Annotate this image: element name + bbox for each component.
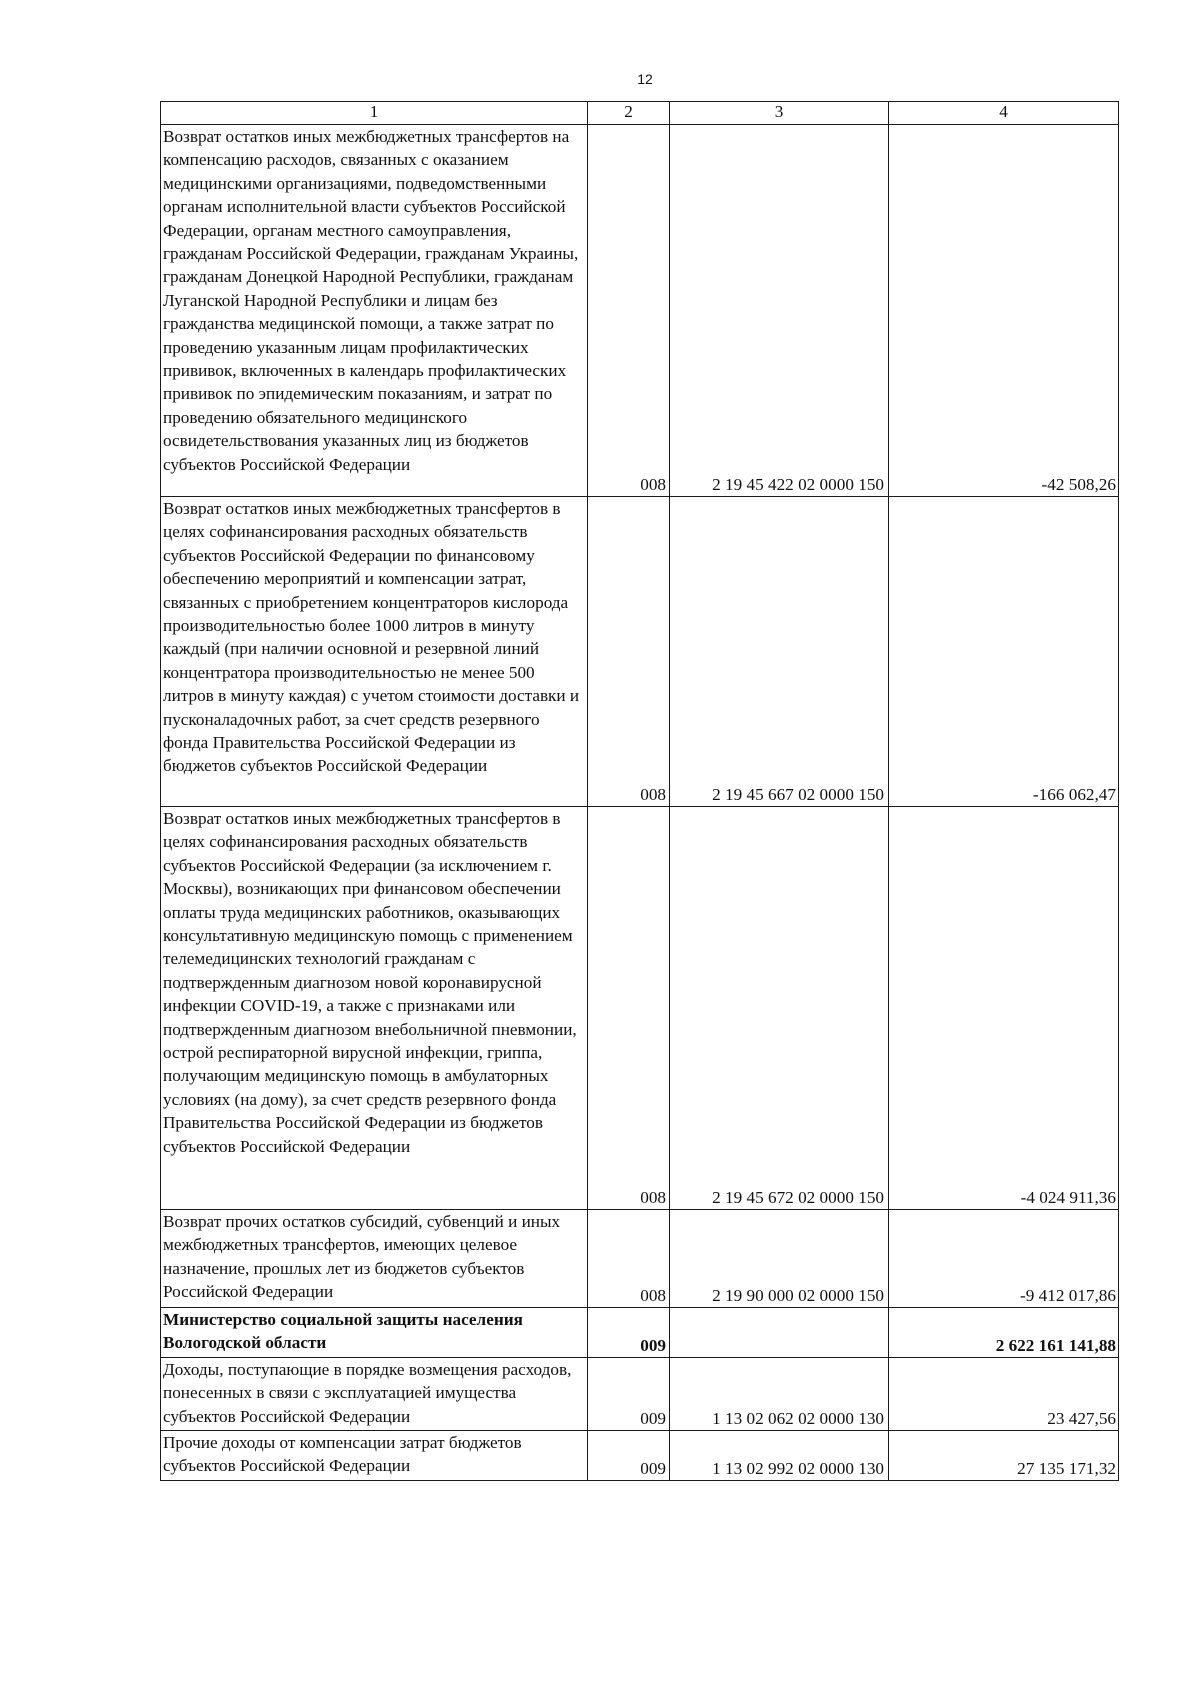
row-admin-code: 008	[588, 1210, 670, 1308]
row-amount: -4 024 911,36	[889, 807, 1119, 1210]
row-description: Министерство социальной защиты населения Вологодской области	[161, 1308, 588, 1358]
row-budget-code	[670, 1308, 889, 1358]
row-amount: -9 412 017,86	[889, 1210, 1119, 1308]
row-budget-code: 2 19 45 422 02 0000 150	[670, 125, 889, 497]
table-header-row	[161, 102, 1119, 125]
row-admin-code: 008	[588, 497, 670, 807]
table-row	[161, 1358, 1119, 1431]
row-description: Возврат остатков иных межбюджетных трансфертов в целях софинансирования расходных обязательств субъектов Российской Федерации по финансовому обеспечению мероприятий и компенсации затрат, связанных с приобретением концентраторов кислорода производительностью более 1000 литров в минуту каждый (при наличии основной и резервной линий концентратора производительностью не менее 500 литров в минуту каждая) с учетом стоимости доставки и пусконаладочных работ, за счет средств резервного фонда Правительства Российской Федерации из бюджетов субъектов Российской Федерации	[161, 497, 588, 807]
row-description: Возврат остатков иных межбюджетных трансфертов на компенсацию расходов, связанных с оказанием медицинскими организациями, подведомственными органам исполнительной власти субъектов Российской Федерации, органам местного самоуправления, гражданам Российской Федерации, гражданам Украины, гражданам Донецкой Народной Республики, гражданам Луганской Народной Республики и лицам без гражданства медицинской помощи, а также затрат по проведению указанным лицам профилактических прививок, включенных в календарь профилактических прививок по эпидемическим показаниям, и затрат по проведению обязательного медицинского освидетельствования указанных лиц из бюджетов субъектов Российской Федерации	[161, 125, 588, 497]
row-budget-code: 2 19 90 000 02 0000 150	[670, 1210, 889, 1308]
row-amount: 27 135 171,32	[889, 1431, 1119, 1481]
table-row	[161, 807, 1119, 1210]
page-number: 12	[637, 71, 653, 87]
row-amount: -42 508,26	[889, 125, 1119, 497]
row-description: Доходы, поступающие в порядке возмещения расходов, понесенных в связи с эксплуатацией имущества субъектов Российской Федерации	[161, 1358, 588, 1431]
table-row	[161, 497, 1119, 807]
row-admin-code: 009	[588, 1308, 670, 1358]
row-description: Прочие доходы от компенсации затрат бюджетов субъектов Российской Федерации	[161, 1431, 588, 1481]
table-row	[161, 125, 1119, 497]
row-budget-code: 2 19 45 667 02 0000 150	[670, 497, 889, 807]
table-row	[161, 1210, 1119, 1308]
column-header-amount: 4	[889, 102, 1119, 125]
row-admin-code: 008	[588, 125, 670, 497]
column-header-code: 3	[670, 102, 889, 125]
row-description: Возврат прочих остатков субсидий, субвенций и иных межбюджетных трансфертов, имеющих целевое назначение, прошлых лет из бюджетов субъектов Российской Федерации	[161, 1210, 588, 1308]
column-header-description: 1	[161, 102, 588, 125]
column-header-admin: 2	[588, 102, 670, 125]
row-budget-code: 1 13 02 992 02 0000 130	[670, 1431, 889, 1481]
row-budget-code: 2 19 45 672 02 0000 150	[670, 807, 889, 1210]
table-row	[161, 1431, 1119, 1481]
table-row-ministry	[161, 1308, 1119, 1358]
revenue-table	[160, 101, 1119, 1481]
row-description: Возврат остатков иных межбюджетных трансфертов в целях софинансирования расходных обязательств субъектов Российской Федерации (за исключением г. Москвы), возникающих при финансовом обеспечении оплаты труда медицинских работников, оказывающих консультативную медицинскую помощь с применением телемедицинских технологий гражданам с подтвержденным диагнозом новой коронавирусной инфекции COVID-19, а также с признаками или подтвержденным диагнозом внебольничной пневмонии, острой респираторной вирусной инфекции, гриппа, получающим медицинскую помощь в амбулаторных условиях (на дому), за счет средств резервного фонда Правительства Российской Федерации из бюджетов субъектов Российской Федерации	[161, 807, 588, 1210]
row-amount: 23 427,56	[889, 1358, 1119, 1431]
row-admin-code: 009	[588, 1431, 670, 1481]
row-admin-code: 009	[588, 1358, 670, 1431]
row-budget-code: 1 13 02 062 02 0000 130	[670, 1358, 889, 1431]
row-admin-code: 008	[588, 807, 670, 1210]
row-amount: 2 622 161 141,88	[889, 1308, 1119, 1358]
row-amount: -166 062,47	[889, 497, 1119, 807]
